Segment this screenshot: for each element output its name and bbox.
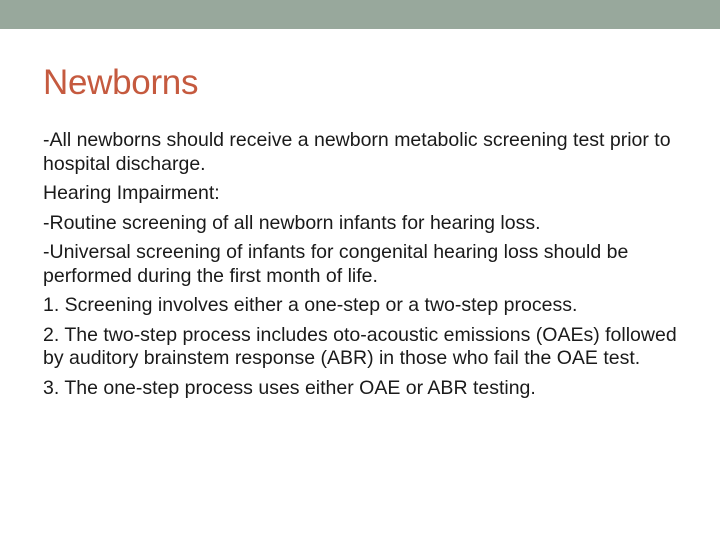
body-paragraph-universal-screening: -Universal screening of infants for congenital hearing loss should be performed during the first month of life.	[43, 241, 629, 287]
body-paragraph-metabolic-screening: -All newborns should receive a newborn metabolic screening test prior to hospital discharge.	[43, 129, 671, 175]
body-paragraph-routine-screening: -Routine screening of all newborn infants for hearing loss.	[43, 211, 541, 234]
slide-title: Newborns	[43, 63, 199, 102]
body-paragraph-step-3: 3. The one-step process uses either OAE or ABR testing.	[43, 376, 536, 399]
body-paragraph-hearing-heading: Hearing Impairment:	[43, 182, 220, 204]
top-decorative-band	[0, 0, 720, 29]
slide-body	[43, 129, 683, 406]
body-paragraph-step-1: 1. Screening involves either a one-step or a two-step process.	[43, 294, 578, 316]
body-paragraph-step-2: 2. The two-step process includes oto-acoustic emissions (OAEs) followed by auditory brainstem response (ABR) in those who fail the OAE test.	[43, 323, 677, 369]
